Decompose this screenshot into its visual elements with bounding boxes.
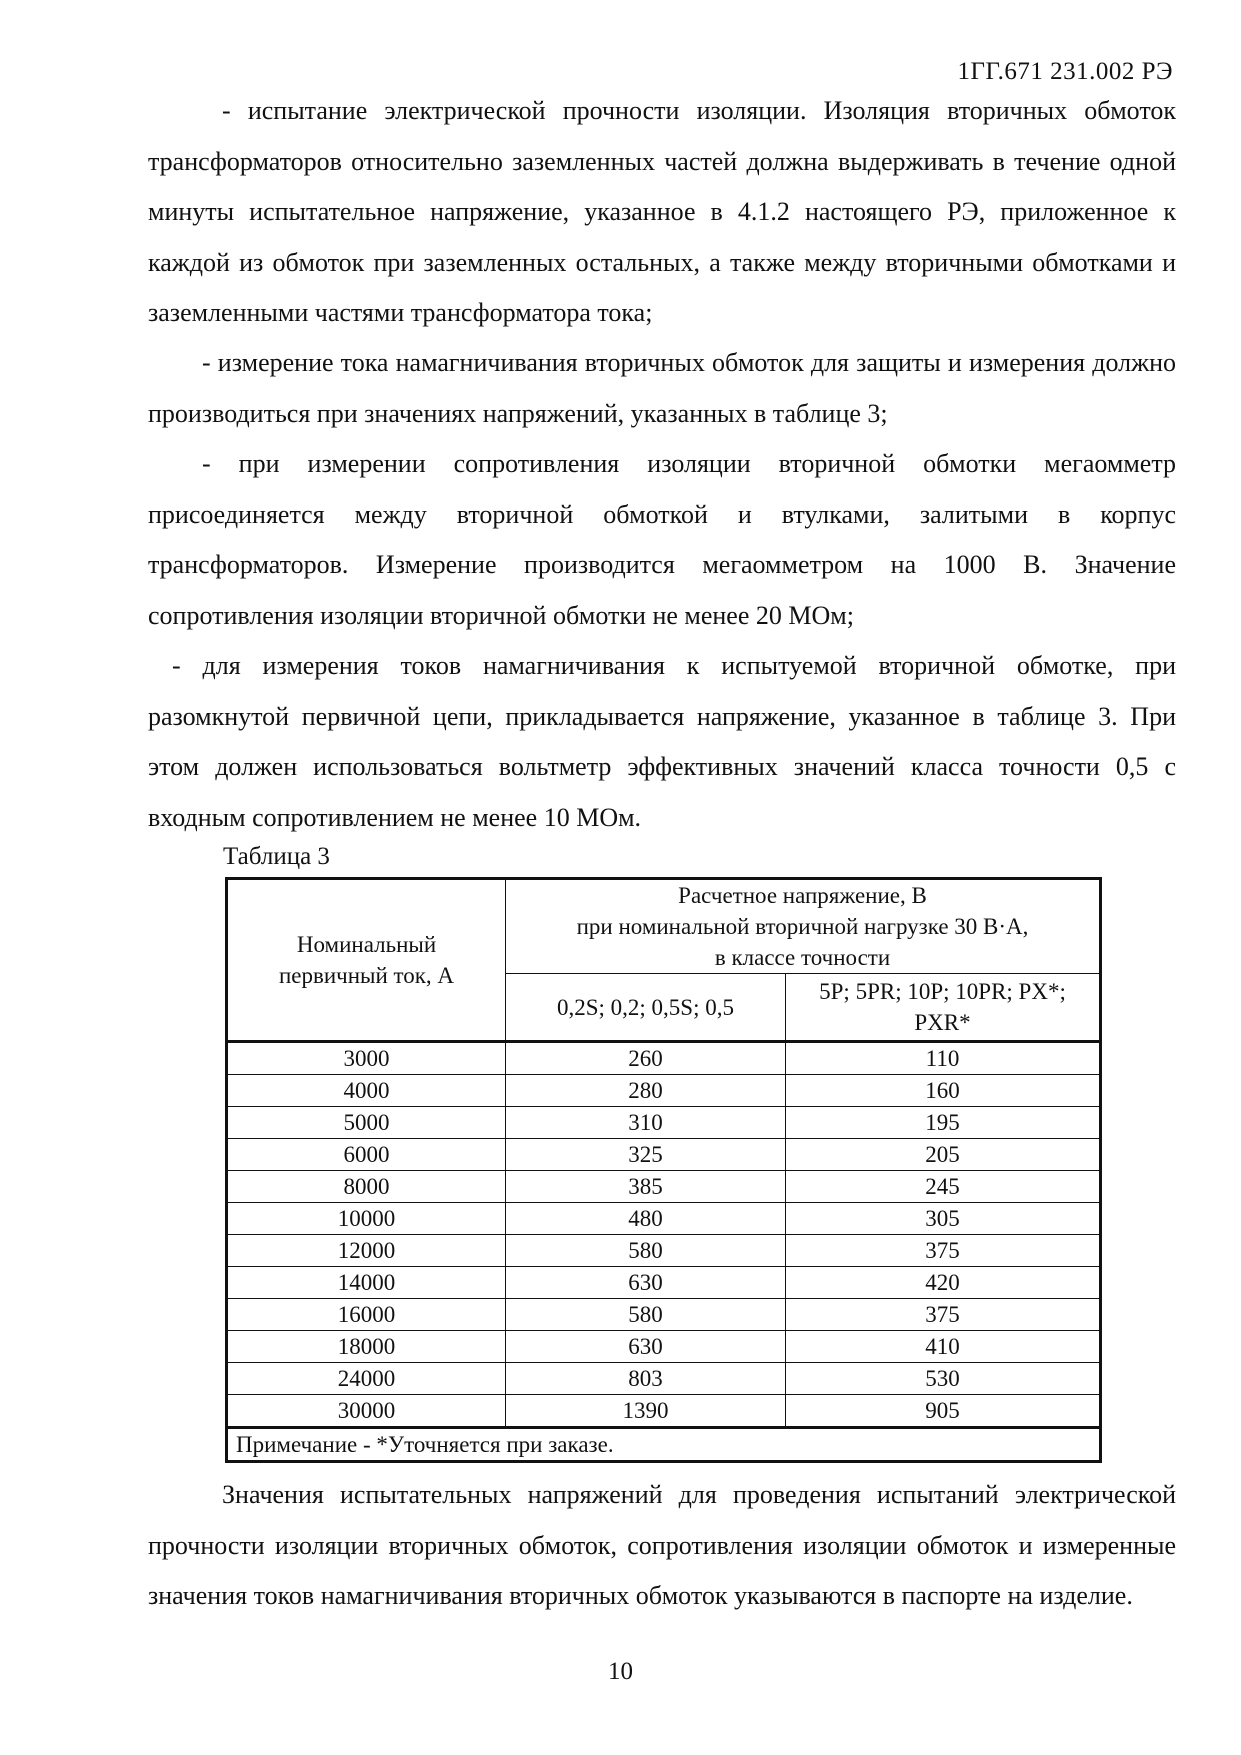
cell-primary-current: 14000: [227, 1267, 506, 1299]
paragraph-insulation-strength: - испытание электрической прочности изоляции. Изоляция вторичных обмоток трансформаторов относительно заземленных частей должна выдерживать в течение одной минуты испытательное напряжение, указанное в 4.1.2 настоящего РЭ, приложенное к каждой из обмоток при заземленных остальных, а также между вторичными обмотками и заземленными частями трансформатора тока;: [148, 96, 1176, 327]
cell-voltage-measuring: 1390: [506, 1395, 786, 1428]
cell-voltage-measuring: 480: [506, 1203, 786, 1235]
table-row: [227, 1042, 1101, 1075]
header-rated-voltage: [506, 879, 1101, 974]
cell-voltage-protection: 375: [786, 1235, 1101, 1267]
cell-voltage-measuring: 325: [506, 1139, 786, 1171]
cell-primary-current: 3000: [227, 1042, 506, 1075]
cell-voltage-measuring: 630: [506, 1331, 786, 1363]
cell-primary-current: 16000: [227, 1299, 506, 1331]
header-class-precise: 0,2S; 0,2; 0,5S; 0,5: [506, 974, 786, 1042]
table-caption: Таблица 3: [223, 843, 330, 870]
table-row: [227, 1235, 1101, 1267]
table-note: Примечание - *Уточняется при заказе.: [227, 1428, 1101, 1462]
cell-voltage-protection: 420: [786, 1267, 1101, 1299]
cell-primary-current: 18000: [227, 1331, 506, 1363]
cell-voltage-measuring: 260: [506, 1042, 786, 1075]
cell-voltage-protection: 410: [786, 1331, 1101, 1363]
paragraph-passport-note: Значения испытательных напряжений для проведения испытаний электрической прочности изоляции вторичных обмоток, сопротивления изоляции обмоток и измеренные значения токов намагничивания вторичных обмоток указываются в паспорте на изделие.: [148, 1480, 1176, 1610]
header-class-protection-label: 5P; 5PR; 10P; 10PR; PX*; PXR*: [819, 979, 1066, 1035]
cell-voltage-measuring: 580: [506, 1299, 786, 1331]
cell-voltage-protection: 195: [786, 1107, 1101, 1139]
cell-voltage-measuring: 310: [506, 1107, 786, 1139]
table-row: [227, 1331, 1101, 1363]
table-row: [227, 1299, 1101, 1331]
page-number: 10: [608, 1658, 633, 1685]
cell-voltage-protection: 905: [786, 1395, 1101, 1428]
cell-primary-current: 4000: [227, 1075, 506, 1107]
cell-primary-current: 5000: [227, 1107, 506, 1139]
cell-voltage-protection: 305: [786, 1203, 1101, 1235]
cell-voltage-protection: 375: [786, 1299, 1101, 1331]
cell-voltage-protection: 110: [786, 1042, 1101, 1075]
header-rated-voltage-label: Расчетное напряжение, В при номинальной вторичной нагрузке 30 В·А, в классе точности: [576, 883, 1029, 970]
cell-voltage-measuring: 803: [506, 1363, 786, 1395]
table-row: [227, 1139, 1101, 1171]
paragraph-magnetizing-measurement: - для измерения токов намагничивания к испытуемой вторичной обмотке, при разомкнутой первичной цепи, прикладывается напряжение, указанное в таблице 3. При этом должен использоваться вольтметр эффективных значений класса точности 0,5 с входным сопротивлением не менее 10 МОм.: [148, 651, 1176, 832]
table-row: [227, 1171, 1101, 1203]
cell-voltage-measuring: 580: [506, 1235, 786, 1267]
voltage-table: [225, 877, 1102, 1463]
paragraph-insulation-resistance: - при измерении сопротивления изоляции вторичной обмотки мегаомметр присоединяется между вторичной обмоткой и втулками, залитыми в корпус трансформаторов. Измерение производится мегаомметром на 1000 В. Значение сопротивления изоляции вторичной обмотки не менее 20 МОм;: [148, 449, 1176, 630]
header-primary-current-label: Номинальный первичный ток, А: [278, 932, 455, 988]
cell-primary-current: 6000: [227, 1139, 506, 1171]
cell-voltage-measuring: 385: [506, 1171, 786, 1203]
table-row: [227, 1395, 1101, 1428]
header-class-protection: [786, 974, 1101, 1042]
table-row: [227, 1107, 1101, 1139]
cell-voltage-protection: 530: [786, 1363, 1101, 1395]
cell-voltage-measuring: 630: [506, 1267, 786, 1299]
table-row: [227, 1267, 1101, 1299]
cell-primary-current: 8000: [227, 1171, 506, 1203]
header-primary-current: [227, 879, 506, 1042]
cell-primary-current: 12000: [227, 1235, 506, 1267]
cell-primary-current: 30000: [227, 1395, 506, 1428]
paragraph-magnetizing-current: - измерение тока намагничивания вторичных обмоток для защиты и измерения должно производиться при значениях напряжений, указанных в таблице 3;: [148, 348, 1176, 428]
cell-voltage-protection: 160: [786, 1075, 1101, 1107]
table-row: [227, 1203, 1101, 1235]
cell-voltage-protection: 205: [786, 1139, 1101, 1171]
table-row: [227, 1363, 1101, 1395]
cell-voltage-protection: 245: [786, 1171, 1101, 1203]
cell-primary-current: 24000: [227, 1363, 506, 1395]
document-code: 1ГГ.671 231.002 РЭ: [957, 58, 1173, 85]
cell-voltage-measuring: 280: [506, 1075, 786, 1107]
cell-primary-current: 10000: [227, 1203, 506, 1235]
table-row: [227, 1075, 1101, 1107]
